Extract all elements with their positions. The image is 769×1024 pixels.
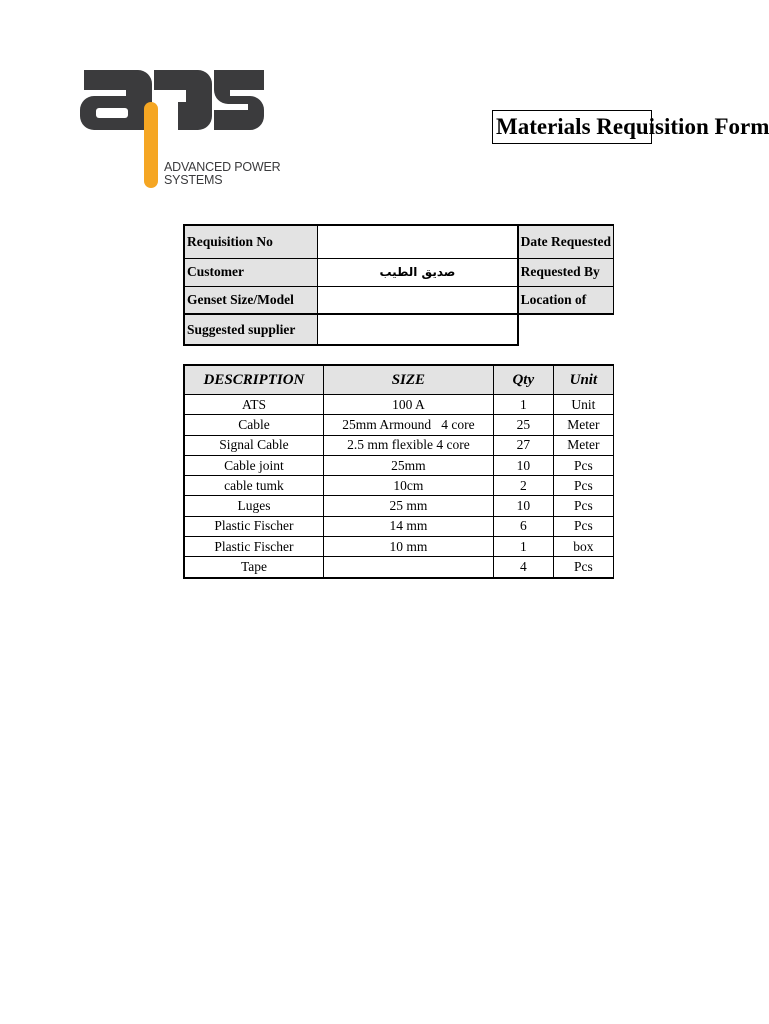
supplier-cell[interactable] <box>318 314 518 345</box>
empty-cell <box>518 314 614 345</box>
qty-cell[interactable]: 27 <box>493 435 553 455</box>
customer-cell[interactable]: صديق الطيب <box>318 258 518 286</box>
description-cell[interactable]: Tape <box>184 557 323 578</box>
qty-cell[interactable]: 4 <box>493 557 553 578</box>
supplier-label: Suggested supplier <box>184 314 318 345</box>
table-row <box>184 557 614 578</box>
logo-line-2: SYSTEMS <box>164 173 223 187</box>
genset-cell[interactable] <box>318 286 518 314</box>
date-requested-label: Date Requested <box>518 225 614 258</box>
header-qty: Qty <box>493 365 553 395</box>
info-row-customer <box>184 258 614 286</box>
info-row-requisition <box>184 225 614 258</box>
qty-cell[interactable]: 6 <box>493 516 553 536</box>
qty-cell[interactable]: 1 <box>493 537 553 557</box>
description-cell[interactable]: ATS <box>184 395 323 415</box>
requested-by-label: Requested By <box>518 258 614 286</box>
header-unit: Unit <box>553 365 613 395</box>
unit-cell[interactable]: Pcs <box>553 476 613 496</box>
genset-label: Genset Size/Model <box>184 286 318 314</box>
qty-cell[interactable]: 1 <box>493 395 553 415</box>
size-cell[interactable]: 10cm <box>323 476 493 496</box>
form-title: Materials Requisition Form <box>496 114 769 139</box>
description-cell[interactable]: Cable <box>184 415 323 435</box>
materials-table <box>183 364 614 579</box>
description-cell[interactable]: cable tumk <box>184 476 323 496</box>
size-cell[interactable] <box>323 557 493 578</box>
description-cell[interactable]: Plastic Fischer <box>184 516 323 536</box>
size-cell[interactable]: 100 A <box>323 395 493 415</box>
requisition-no-label: Requisition No <box>184 225 318 258</box>
description-cell[interactable]: Plastic Fischer <box>184 537 323 557</box>
header-description: DESCRIPTION <box>184 365 323 395</box>
unit-cell[interactable]: box <box>553 537 613 557</box>
materials-header-row <box>184 365 614 395</box>
size-cell[interactable]: 14 mm <box>323 516 493 536</box>
logo-wordmark <box>164 161 280 187</box>
description-cell[interactable]: Cable joint <box>184 455 323 475</box>
info-row-genset <box>184 286 614 314</box>
qty-cell[interactable]: 2 <box>493 476 553 496</box>
requisition-no-cell[interactable] <box>318 225 518 258</box>
table-row <box>184 496 614 516</box>
requisition-info-table <box>183 224 614 346</box>
table-row <box>184 415 614 435</box>
table-row <box>184 476 614 496</box>
logo-line-1: ADVANCED POWER <box>164 160 281 174</box>
unit-cell[interactable]: Pcs <box>553 455 613 475</box>
table-row <box>184 435 614 455</box>
description-cell[interactable]: Signal Cable <box>184 435 323 455</box>
size-cell[interactable]: 25mm <box>323 455 493 475</box>
table-row <box>184 537 614 557</box>
qty-cell[interactable]: 10 <box>493 455 553 475</box>
size-cell[interactable]: 25mm Armound 4 core <box>323 415 493 435</box>
unit-cell[interactable]: Unit <box>553 395 613 415</box>
form-title-box <box>492 110 769 144</box>
header-size: SIZE <box>323 365 493 395</box>
size-cell[interactable]: 10 mm <box>323 537 493 557</box>
location-label: Location of <box>518 286 614 314</box>
unit-cell[interactable]: Meter <box>553 435 613 455</box>
unit-cell[interactable]: Pcs <box>553 557 613 578</box>
unit-cell[interactable]: Pcs <box>553 516 613 536</box>
size-cell[interactable]: 2.5 mm flexible 4 core <box>323 435 493 455</box>
size-cell[interactable]: 25 mm <box>323 496 493 516</box>
unit-cell[interactable]: Pcs <box>553 496 613 516</box>
table-row <box>184 516 614 536</box>
table-row <box>184 395 614 415</box>
info-row-supplier <box>184 314 614 345</box>
table-row <box>184 455 614 475</box>
unit-cell[interactable]: Meter <box>553 415 613 435</box>
description-cell[interactable]: Luges <box>184 496 323 516</box>
qty-cell[interactable]: 10 <box>493 496 553 516</box>
qty-cell[interactable]: 25 <box>493 415 553 435</box>
customer-label: Customer <box>184 258 318 286</box>
